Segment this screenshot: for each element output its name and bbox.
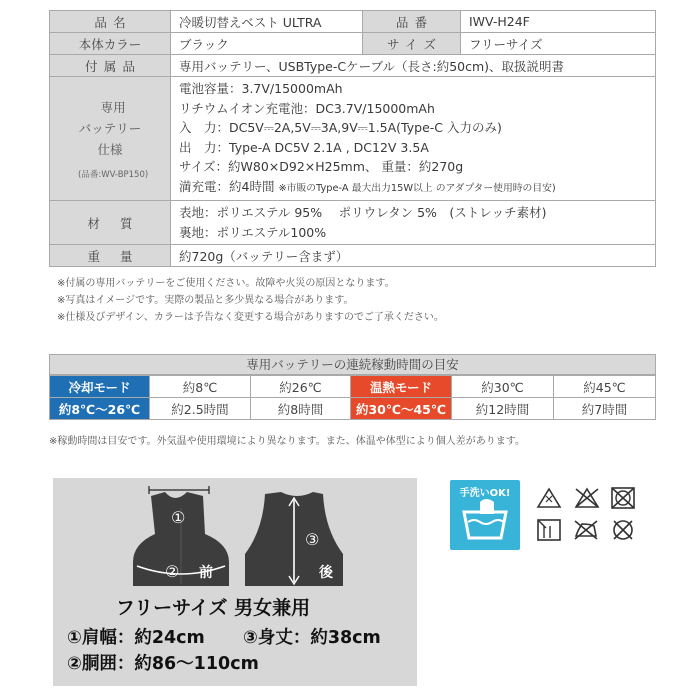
color-value: ブラック [171, 33, 363, 55]
bleach-triangle-icon [536, 486, 562, 510]
runtime-title: 専用バッテリーの連続稼動時間の目安 [49, 354, 656, 375]
wash-tub-icon [450, 480, 520, 550]
marker-2: ② [165, 562, 180, 581]
weight-value: 約720g（バッテリー含まず） [171, 245, 656, 267]
size-label: サイズ [363, 33, 461, 55]
heat-temp-high: 約45℃ [554, 376, 656, 398]
no-tumble-dry-icon [610, 486, 636, 510]
no-bleach-icon [574, 486, 600, 510]
line-dry-shade-icon [536, 518, 562, 542]
cool-mode-label: 冷却モード [50, 376, 150, 398]
material-outer: 表地：ポリエステル 95% ポリウレタン 5% (ストレッチ素材) [179, 205, 547, 220]
no-dry-clean-icon [610, 518, 636, 542]
color-label: 本体カラー [50, 33, 171, 55]
runtime-note: ※稼動時間は目安です。外気温や使用環境により異なります。また、体温や体型により個人差があります。 [49, 436, 525, 447]
battery-output: 出 力：Type-A DC5V 2.1A , DC12V 3.5A [179, 139, 429, 155]
no-iron-icon [572, 518, 600, 542]
back-label: 後 [319, 565, 333, 581]
material-label: 材質 [50, 201, 171, 245]
battery-input: 入 力：DC5V⎓2A,5V⎓3A,9V⎓1.5A(Type-C 入力のみ) [179, 120, 502, 135]
product-number: IWV-H24F [461, 11, 656, 33]
front-label: 前 [199, 565, 213, 581]
note-changes: ※仕様及びデザイン、カラーは予告なく変更する場合がありますのでご了承ください。 [57, 312, 444, 323]
battery-cell: リチウムイオン充電池：DC3.7V/15000mAh [179, 100, 435, 116]
runtime-table [49, 375, 656, 420]
cool-mode-range: 約8℃〜26℃ [50, 398, 150, 420]
battery-code: (品番:WV-BP150) [78, 170, 149, 180]
cool-hours-low: 約2.5時間 [150, 398, 251, 420]
heat-temp-low: 約30℃ [452, 376, 554, 398]
accessories-value: 専用バッテリー、USBType-Cケーブル（長さ:約50cm)、取扱説明書 [171, 55, 656, 77]
cool-temp-high: 約26℃ [251, 376, 351, 398]
hand-wash-icon [450, 480, 520, 550]
cool-hours-high: 約8時間 [251, 398, 351, 420]
spec-notes [57, 275, 444, 326]
shoulder-width: ①肩幅：約24cm [67, 628, 205, 648]
size-value: フリーサイズ [461, 33, 656, 55]
battery-capacity: 電池容量：3.7V/15000mAh [179, 81, 343, 96]
product-number-label: 品番 [363, 11, 461, 33]
marker-3: ③ [305, 530, 320, 549]
product-name-label: 品名 [50, 11, 171, 33]
heat-mode-range: 約30℃〜45℃ [351, 398, 452, 420]
note-photo: ※写真はイメージです。実際の製品と多少異なる場合があります。 [57, 295, 354, 306]
cool-temp-low: 約8℃ [150, 376, 251, 398]
battery-specs [171, 77, 656, 201]
vest-front-image [133, 486, 229, 586]
full-charge-time: 満充電：約4時間 [179, 178, 275, 194]
body-length: ③身丈：約38cm [243, 628, 381, 648]
battery-label-cell [50, 77, 171, 201]
heat-mode-label: 温熱モード [351, 376, 452, 398]
battery-label: 専用 バッテリー 仕様 [78, 100, 142, 157]
material-lining: 裏地：ポリエステル100% [179, 224, 327, 240]
heat-hours-high: 約7時間 [554, 398, 656, 420]
accessories-label: 付属品 [50, 55, 171, 77]
full-charge-note: ※市販のType-A 最大出力15W以上 のアダプター使用時の目安) [278, 182, 556, 194]
product-name: 冷暖切替えベスト ULTRA [171, 11, 363, 33]
spec-table [49, 10, 656, 267]
battery-size: サイズ：約W80×D92×H25mm、 重量：約270g [179, 159, 464, 174]
hand-wash-label: 手洗いOK! [459, 488, 511, 499]
vest-size-panel [53, 478, 417, 686]
battery-full-charge [179, 177, 655, 199]
note-battery: ※付属の専用バッテリーをご使用ください。故障や火災の原因となります。 [57, 278, 395, 289]
marker-1: ① [171, 508, 186, 527]
weight-label: 重量 [50, 245, 171, 267]
heat-hours-low: 約12時間 [452, 398, 554, 420]
free-size-title: フリーサイズ 男女兼用 [115, 597, 311, 619]
material-value [171, 201, 656, 245]
waist-size: ②胴囲：約86〜110cm [67, 654, 259, 674]
